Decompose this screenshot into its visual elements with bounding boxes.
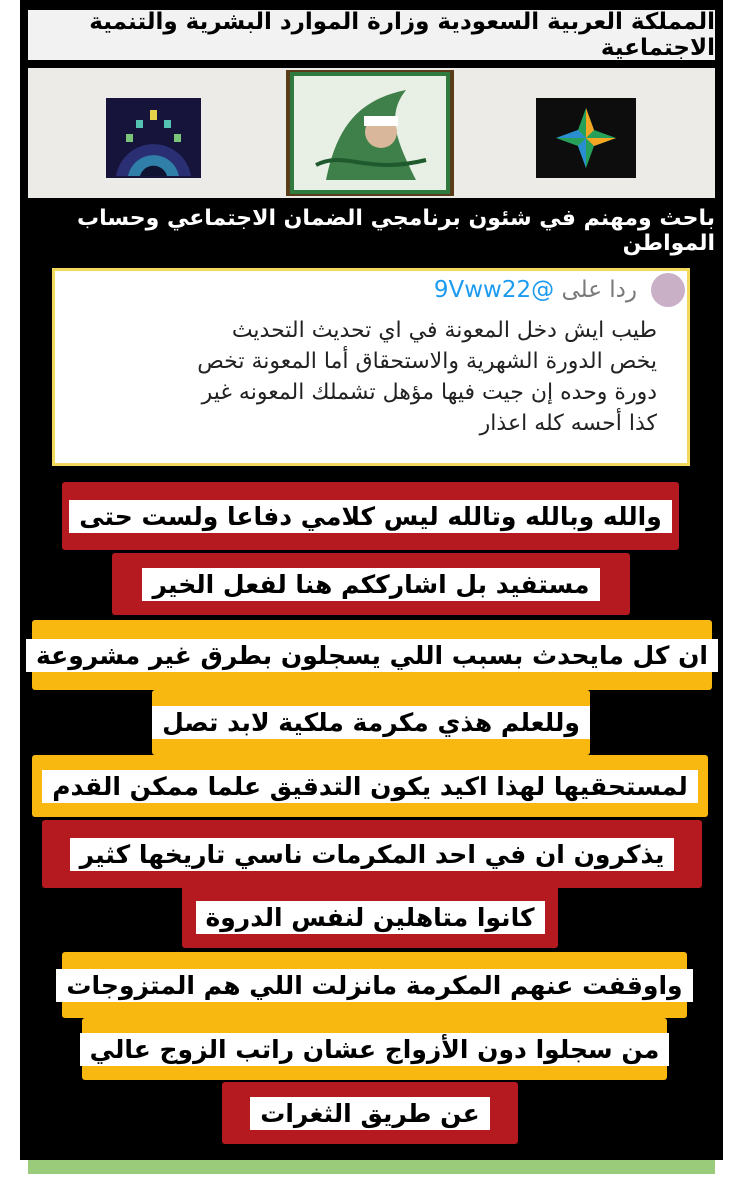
highlight-line: واوقفت عنهم المكرمة مانزلت اللي هم المتزوجات <box>62 952 687 1018</box>
ministry-star-logo <box>536 98 636 178</box>
bottom-strip <box>28 1160 715 1174</box>
tweet-text <box>57 315 657 439</box>
portrait-calligraphy-logo <box>286 70 454 196</box>
tweet-line: دورة وحده إن جيت فيها مؤهل تشملك المعونه غير <box>201 380 657 405</box>
tweet-card <box>52 268 690 466</box>
logos-row <box>28 68 715 198</box>
highlight-line: مستفيد بل اشارككم هنا لفعل الخير <box>112 553 630 615</box>
highlight-line: وللعلم هذي مكرمة ملكية لابد تصل <box>152 690 590 755</box>
highlight-line: من سجلوا دون الأزواج عشان راتب الزوج عالي <box>82 1018 667 1080</box>
page-title: المملكة العربية السعودية وزارة الموارد البشرية والتنمية الاجتماعية <box>28 10 715 60</box>
highlight-line: كانوا متاهلين لنفس الدروة <box>182 886 558 948</box>
highlight-line: عن طريق الثغرات <box>222 1082 518 1144</box>
reply-handle-link[interactable]: @9Vww22 <box>433 277 555 303</box>
tweet-line: طيب ايش دخل المعونة في اي تحديث التحديث <box>231 318 657 343</box>
reply-line <box>434 277 637 303</box>
reply-prefix: ردا على <box>561 277 637 303</box>
highlight-line: لمستحقيها لهذا اكيد يكون التدقيق علما ممكن القدم <box>32 755 708 817</box>
avatar[interactable] <box>651 273 685 307</box>
tweet-line: كذا أحسه كله اعذار <box>479 411 657 436</box>
emblem-dome-icon <box>106 98 201 178</box>
subheader-text: باحث ومهنم في شئون برنامجي الضمان الاجتماعي وحساب المواطن <box>77 206 715 256</box>
highlight-line: يذكرون ان في احد المكرمات ناسي تاريخها كثير <box>42 820 702 888</box>
tweet-line: يخص الدورة الشهرية والاستحقاق أما المعونة تخص <box>197 349 657 374</box>
highlight-line: والله وبالله وتالله ليس كلامي دفاعا ولست حتى <box>62 482 679 550</box>
highlight-line: ان كل مايحدث بسبب اللي يسجلون بطرق غير مشروعة <box>32 620 712 690</box>
